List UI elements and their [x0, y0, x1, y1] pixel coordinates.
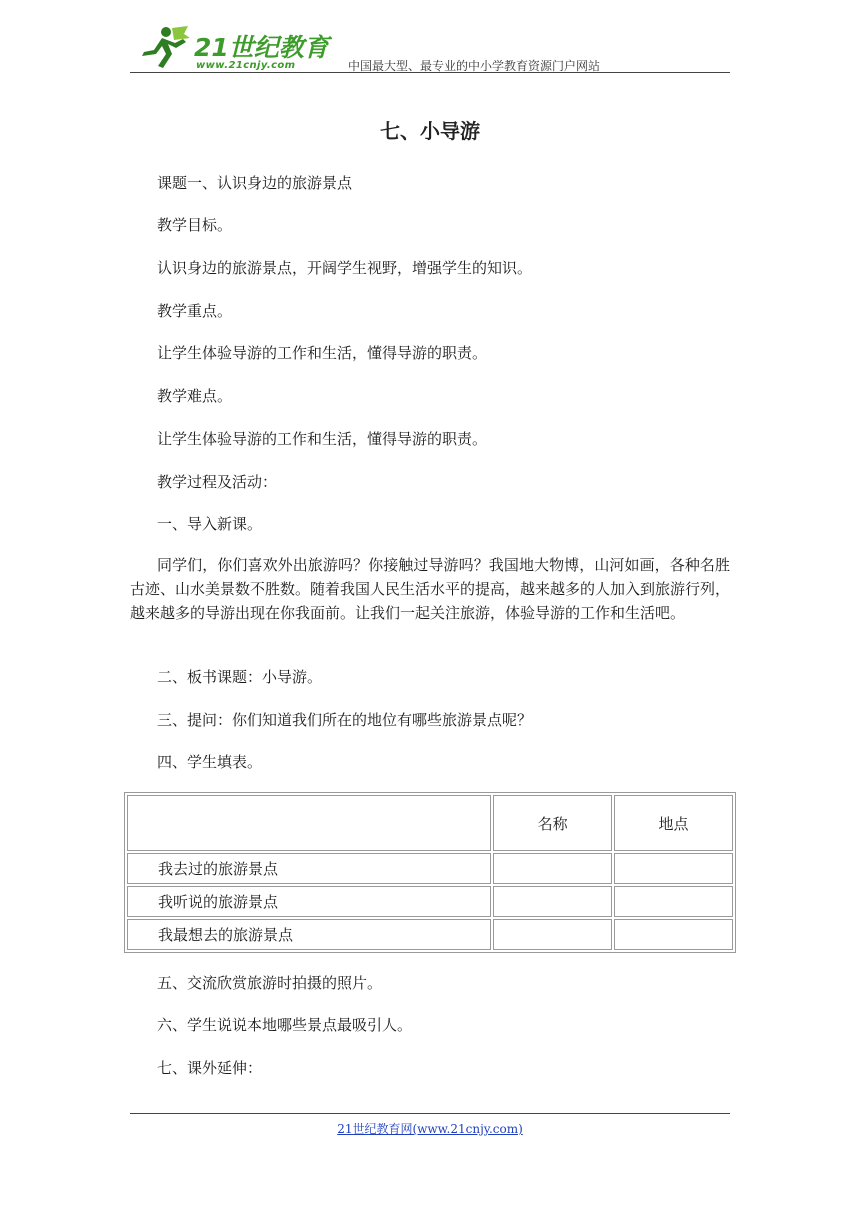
- step-6: 六、学生说说本地哪些景点最吸引人。: [157, 1016, 413, 1034]
- site-tagline: 中国最大型、最专业的中小学教育资源门户网站: [348, 59, 601, 73]
- table-header-place: 地点: [614, 795, 733, 851]
- page-header: [130, 22, 730, 74]
- footer-link[interactable]: 21世纪教育网(www.21cnjy.com): [337, 1122, 523, 1136]
- step-2: 二、板书课题：小导游。: [157, 668, 323, 686]
- topic-line: 课题一、认识身边的旅游景点: [157, 174, 353, 192]
- site-logo[interactable]: [136, 22, 336, 72]
- table-header-row: [127, 795, 733, 851]
- header-divider: [130, 72, 730, 73]
- table-header-name: 名称: [493, 795, 612, 851]
- page-title: 七、小导游: [380, 119, 480, 143]
- row-label: 我去过的旅游景点: [127, 853, 491, 884]
- row-label: 我最想去的旅游景点: [127, 919, 491, 950]
- table-header-blank: [127, 795, 491, 851]
- difficulty-text: 让学生体验导游的工作和生活，懂得导游的职责。: [157, 430, 488, 448]
- name-cell[interactable]: [493, 886, 612, 917]
- runner-icon: [136, 24, 192, 70]
- place-cell[interactable]: [614, 853, 733, 884]
- step-1: 一、导入新课。: [157, 515, 263, 533]
- step-3: 三、提问：你们知道我们所在的地位有哪些旅游景点呢？: [157, 711, 533, 729]
- place-cell[interactable]: [614, 919, 733, 950]
- table-row: [127, 919, 733, 950]
- footer-divider: [130, 1113, 730, 1114]
- intro-paragraph: 同学们，你们喜欢外出旅游吗？你接触过导游吗？我国地大物博，山河如画，各种名胜古迹、山水美景数不胜数。随着我国人民生活水平的提高，越来越多的人加入到旅游行列，越来越多的导游出现在你我面前。让我们一起关注旅游，体验导游的工作和生活吧。: [130, 556, 731, 622]
- name-cell[interactable]: [493, 853, 612, 884]
- step-4: 四、学生填表。: [157, 753, 263, 771]
- name-cell[interactable]: [493, 919, 612, 950]
- scenic-spot-table: [124, 792, 736, 953]
- key-text: 让学生体验导游的工作和生活，懂得导游的职责。: [157, 344, 488, 362]
- table-row: [127, 886, 733, 917]
- goal-heading: 教学目标。: [157, 216, 233, 234]
- step-7: 七、课外延伸：: [157, 1059, 263, 1077]
- step-5: 五、交流欣赏旅游时拍摄的照片。: [157, 974, 383, 992]
- process-heading: 教学过程及活动：: [157, 473, 278, 491]
- logo-url: www.21cnjy.com: [196, 60, 296, 71]
- table-row: [127, 853, 733, 884]
- goal-text: 认识身边的旅游景点，开阔学生视野，增强学生的知识。: [157, 259, 533, 277]
- row-label: 我听说的旅游景点: [127, 886, 491, 917]
- difficulty-heading: 教学难点。: [157, 387, 233, 405]
- key-heading: 教学重点。: [157, 302, 233, 320]
- place-cell[interactable]: [614, 886, 733, 917]
- logo-wordmark: 21世纪教育: [194, 33, 329, 62]
